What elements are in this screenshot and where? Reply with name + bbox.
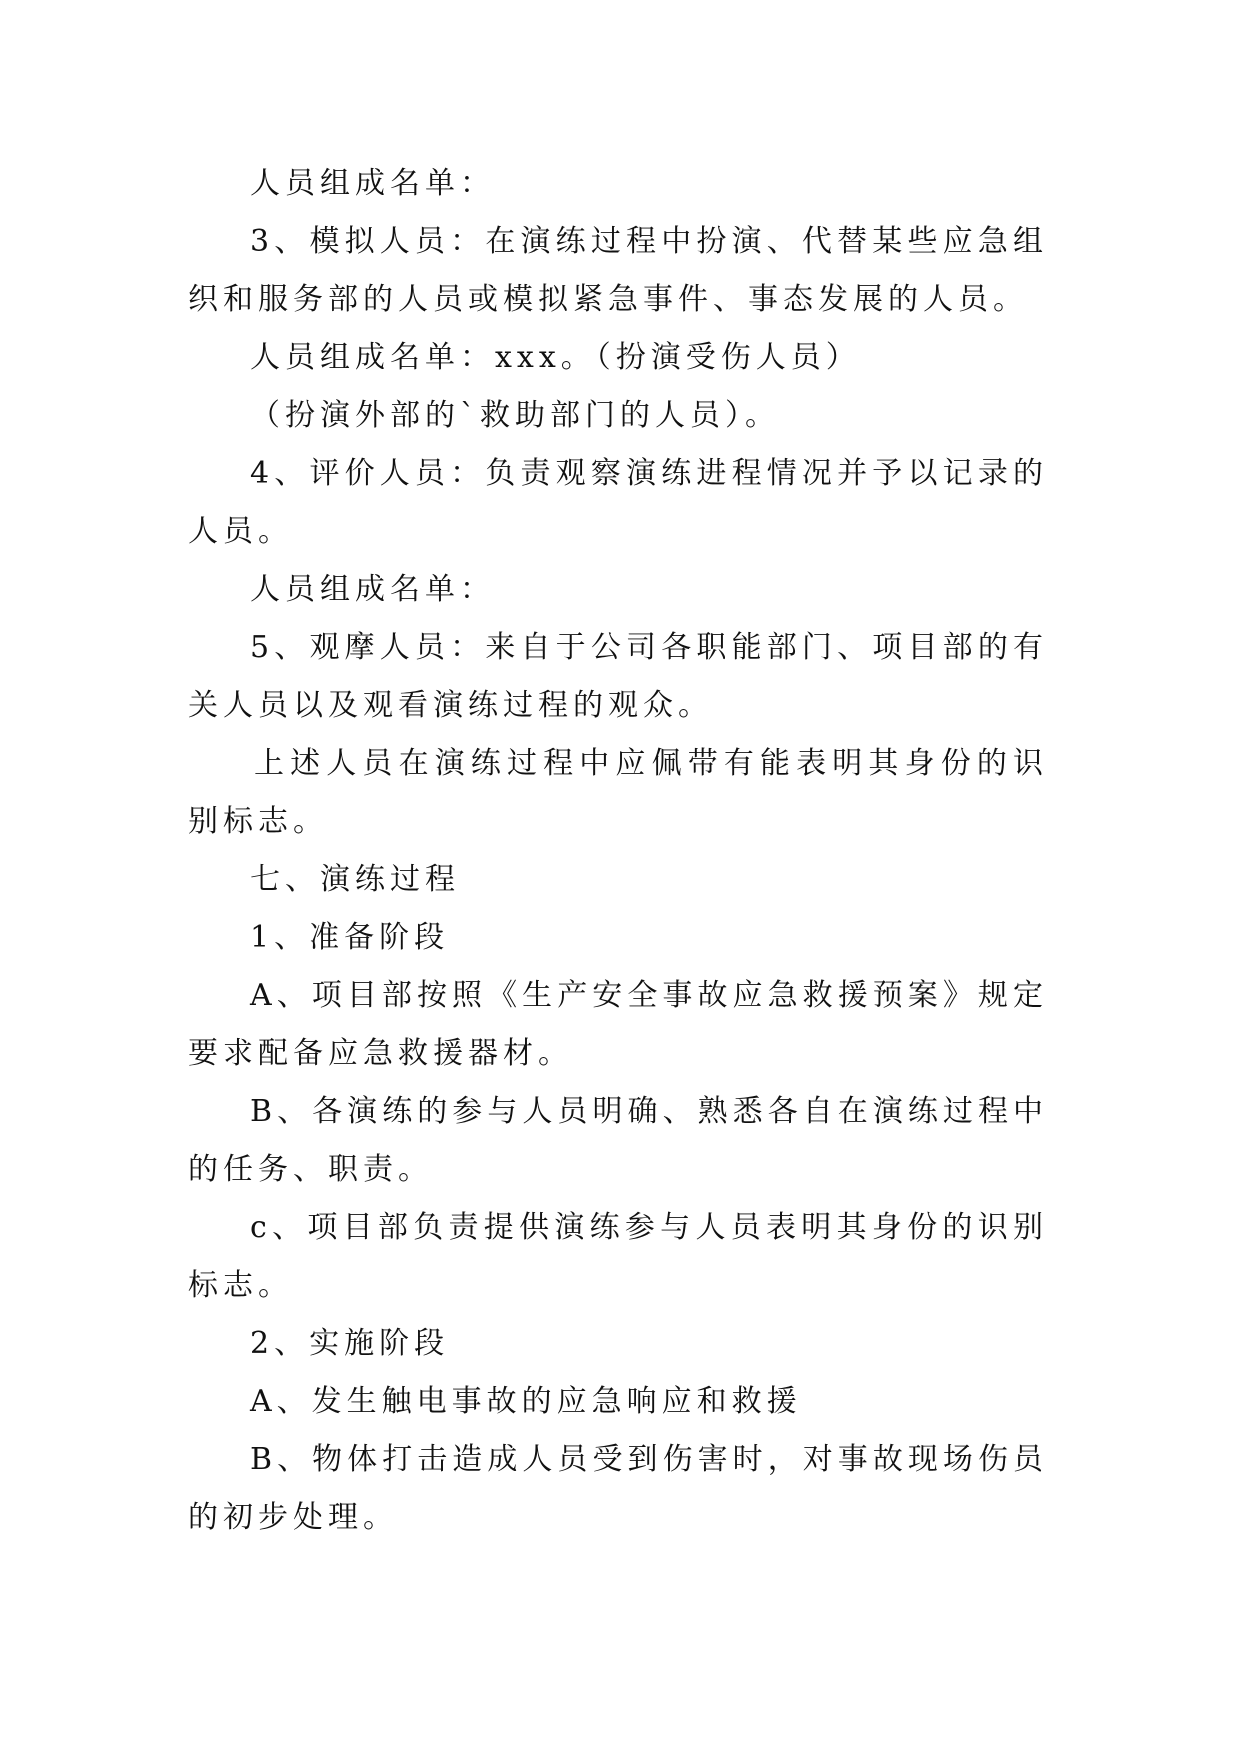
paragraph-member-list-3: 人员组成名单： (250, 572, 495, 607)
subheading-implementation-stage: 2、实施阶段 (250, 1326, 450, 1361)
paragraph-member-list-2: 人员组成名单：xxx。（扮演受伤人员） (250, 340, 861, 375)
paragraph-simulation-staff: 3、模拟人员：在演练过程中扮演、代替某些应急组织和服务部的人员或模拟紧急事件、事态发展的人员。 (188, 224, 1048, 317)
paragraph-member-list-1: 人员组成名单： (250, 166, 495, 201)
paragraph-prep-a: A、项目部按照《生产安全事故应急救援预案》规定要求配备应急救援器材。 (188, 978, 1048, 1071)
section-heading-drill-process: 七、演练过程 (250, 862, 460, 897)
subheading-preparation-stage: 1、准备阶段 (250, 920, 450, 955)
paragraph-impl-b: B、物体打击造成人员受到伤害时，对事故现场伤员的初步处理。 (188, 1442, 1048, 1535)
document-page (188, 155, 1048, 1547)
paragraph-prep-b: B、各演练的参与人员明确、熟悉各自在演练过程中的任务、职责。 (188, 1094, 1048, 1187)
paragraph-impl-a: A、发生触电事故的应急响应和救援 (250, 1384, 802, 1419)
paragraph-evaluation-staff: 4、评价人员：负责观察演练进程情况并予以记录的人员。 (188, 456, 1048, 549)
paragraph-external-rescue: （扮演外部的`救助部门的人员）。 (250, 398, 780, 433)
paragraph-prep-c: c、项目部负责提供演练参与人员表明其身份的识别标志。 (188, 1210, 1048, 1303)
paragraph-identification: 上述人员在演练过程中应佩带有能表明其身份的识别标志。 (188, 746, 1048, 839)
paragraph-observers: 5、观摩人员：来自于公司各职能部门、项目部的有关人员以及观看演练过程的观众。 (188, 630, 1048, 723)
